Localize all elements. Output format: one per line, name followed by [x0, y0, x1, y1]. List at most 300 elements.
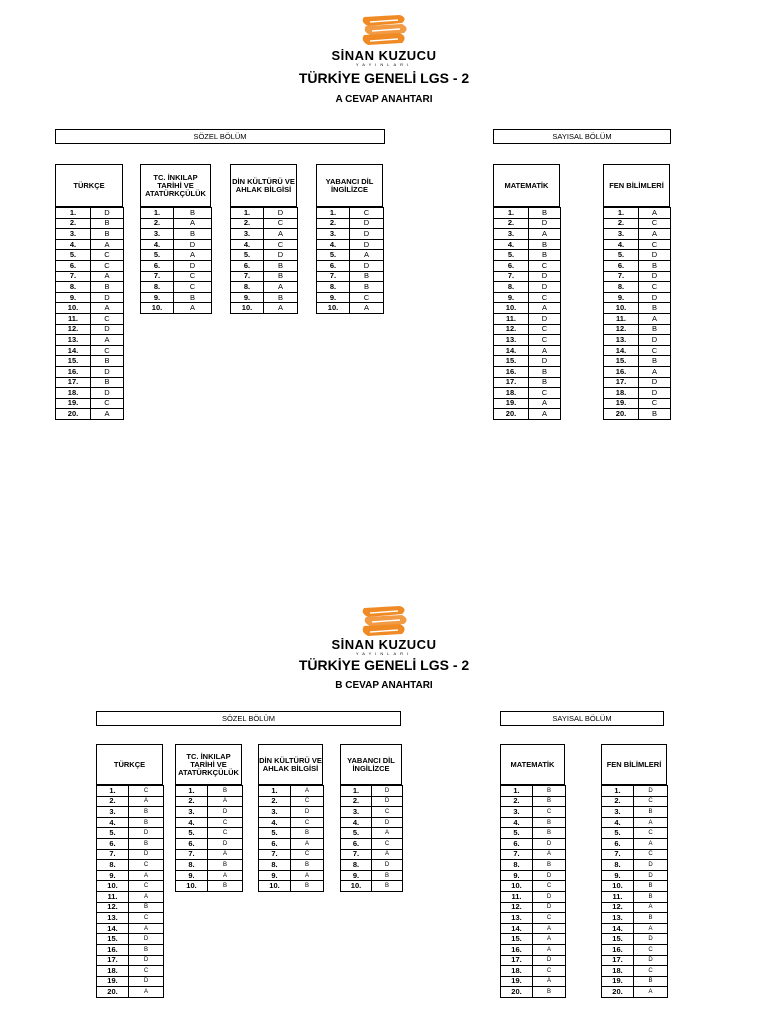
question-number: 5. [56, 250, 91, 261]
answer-value: B [350, 271, 384, 282]
question-number: 9. [97, 870, 129, 881]
answer-row [231, 260, 298, 271]
question-number: 16. [97, 944, 129, 955]
answer-value: B [208, 881, 243, 892]
question-number: 8. [141, 282, 174, 293]
question-number: 9. [602, 870, 634, 881]
answer-value: C [372, 838, 403, 849]
question-number: 8. [97, 860, 129, 871]
question-number: 4. [501, 817, 533, 828]
question-number: 1. [97, 786, 129, 797]
question-number: 6. [176, 838, 208, 849]
question-number: 16. [501, 944, 533, 955]
answer-value: B [91, 229, 124, 240]
answer-row [56, 409, 124, 420]
answer-row [259, 796, 324, 807]
question-number: 1. [56, 208, 91, 219]
question-number: 3. [602, 807, 634, 818]
answer-value: A [174, 218, 212, 229]
question-number: 4. [604, 239, 639, 250]
answer-table [55, 207, 124, 420]
answer-row [501, 849, 566, 860]
answer-row [602, 786, 668, 797]
subject-name: FEN BİLİMLERİ [606, 759, 662, 769]
answer-row [494, 409, 561, 420]
answer-value: B [174, 292, 212, 303]
answer-value: B [350, 282, 384, 293]
question-number: 9. [176, 870, 208, 881]
answer-row [341, 860, 403, 871]
publisher-logo [0, 14, 768, 46]
answer-row [604, 292, 671, 303]
answer-value: D [634, 860, 668, 871]
answer-value: A [264, 229, 298, 240]
answer-value: B [208, 786, 243, 797]
answer-value: C [533, 913, 566, 924]
answer-row [97, 870, 164, 881]
question-number: 15. [604, 356, 639, 367]
answer-row [604, 239, 671, 250]
answer-row [604, 356, 671, 367]
answer-row [176, 796, 243, 807]
answer-value: C [529, 335, 561, 346]
answer-value: D [350, 218, 384, 229]
answer-value: B [529, 239, 561, 250]
exam-title: TÜRKİYE GENELİ LGS - 2 [298, 657, 470, 673]
answer-row [97, 923, 164, 934]
question-number: 5. [602, 828, 634, 839]
answer-row [97, 838, 164, 849]
question-number: 19. [604, 398, 639, 409]
answer-table [258, 785, 324, 892]
answer-row [317, 239, 384, 250]
answer-row [56, 388, 124, 399]
question-number: 4. [56, 239, 91, 250]
answer-value: A [634, 923, 668, 934]
answer-value: C [129, 786, 164, 797]
answer-row [602, 796, 668, 807]
answer-row [141, 208, 212, 219]
answer-value: D [639, 377, 671, 388]
question-number: 2. [56, 218, 91, 229]
answer-row [501, 838, 566, 849]
answer-row [501, 796, 566, 807]
answer-row [604, 366, 671, 377]
question-number: 5. [604, 250, 639, 261]
question-number: 6. [494, 260, 529, 271]
answer-value: B [372, 881, 403, 892]
question-number: 9. [259, 870, 291, 881]
question-number: 13. [97, 913, 129, 924]
question-number: 14. [97, 923, 129, 934]
answer-value: D [533, 838, 566, 849]
answer-value: A [129, 796, 164, 807]
question-number: 5. [97, 828, 129, 839]
answer-value: B [529, 250, 561, 261]
answer-value: D [634, 786, 668, 797]
question-number: 2. [259, 796, 291, 807]
question-number: 20. [604, 409, 639, 420]
answer-row [317, 282, 384, 293]
answer-value: C [529, 292, 561, 303]
subject-header [230, 164, 297, 207]
answer-row [494, 229, 561, 240]
subject-name: MATEMATİK [510, 759, 555, 769]
question-number: 5. [494, 250, 529, 261]
question-number: 10. [56, 303, 91, 314]
answer-value: A [264, 303, 298, 314]
question-number: 4. [341, 817, 372, 828]
question-number: 10. [494, 303, 529, 314]
question-number: 20. [56, 409, 91, 420]
answer-key-sheet-b [0, 585, 768, 1024]
answer-row [97, 881, 164, 892]
answer-row [231, 271, 298, 282]
answer-value: A [634, 902, 668, 913]
answer-row [604, 324, 671, 335]
question-number: 4. [141, 239, 174, 250]
answer-value: C [634, 828, 668, 839]
answer-row [494, 366, 561, 377]
answer-value: D [129, 828, 164, 839]
answer-value: A [529, 303, 561, 314]
answer-value: A [529, 229, 561, 240]
question-number: 7. [141, 271, 174, 282]
answer-row [494, 271, 561, 282]
answer-row [56, 335, 124, 346]
question-number: 5. [141, 250, 174, 261]
answer-value: B [91, 377, 124, 388]
answer-row [56, 208, 124, 219]
answer-value: D [533, 955, 566, 966]
answer-row [317, 292, 384, 303]
question-number: 10. [604, 303, 639, 314]
subject-name: MATEMATİK [504, 180, 549, 190]
answer-key-subtitle: B CEVAP ANAHTARI [335, 680, 433, 691]
answer-value: B [291, 828, 324, 839]
answer-value: B [634, 881, 668, 892]
question-number: 6. [97, 838, 129, 849]
answer-value: A [634, 838, 668, 849]
answer-value: D [372, 796, 403, 807]
question-number: 19. [602, 976, 634, 987]
question-number: 17. [501, 955, 533, 966]
answer-row [602, 944, 668, 955]
answer-value: A [208, 849, 243, 860]
answer-value: B [639, 260, 671, 271]
answer-row [56, 377, 124, 388]
subject-name: FEN BİLİMLERİ [609, 180, 664, 190]
question-number: 15. [494, 356, 529, 367]
answer-row [602, 934, 668, 945]
answer-value: A [533, 923, 566, 934]
question-number: 20. [97, 987, 129, 998]
answer-row [494, 218, 561, 229]
answer-row [341, 817, 403, 828]
answer-value: B [129, 807, 164, 818]
answer-value: C [639, 345, 671, 356]
answer-value: C [639, 218, 671, 229]
question-number: 8. [494, 282, 529, 293]
answer-row [141, 303, 212, 314]
answer-value: A [91, 303, 124, 314]
question-number: 8. [176, 860, 208, 871]
answer-row [602, 976, 668, 987]
answer-value: A [529, 345, 561, 356]
publisher-name: SİNAN KUZUCU [331, 48, 437, 63]
question-number: 3. [176, 807, 208, 818]
answer-value: B [129, 902, 164, 913]
answer-value: B [291, 881, 324, 892]
answer-row [602, 987, 668, 998]
answer-row [341, 870, 403, 881]
question-number: 15. [602, 934, 634, 945]
question-number: 4. [602, 817, 634, 828]
question-number: 5. [231, 250, 264, 261]
question-number: 19. [501, 976, 533, 987]
answer-value: C [291, 796, 324, 807]
answer-row [604, 271, 671, 282]
answer-row [494, 303, 561, 314]
subject-name: TÜRKÇE [113, 759, 146, 769]
answer-value: A [529, 409, 561, 420]
question-number: 7. [97, 849, 129, 860]
answer-row [56, 218, 124, 229]
answer-value: B [529, 377, 561, 388]
answer-row [56, 313, 124, 324]
book-stack-logo-icon [352, 605, 416, 637]
answer-table [230, 207, 298, 314]
question-number: 8. [317, 282, 350, 293]
answer-row [259, 786, 324, 797]
answer-value: C [91, 260, 124, 271]
answer-value: D [208, 807, 243, 818]
answer-row [501, 891, 566, 902]
answer-row [231, 282, 298, 293]
question-number: 17. [494, 377, 529, 388]
question-number: 1. [259, 786, 291, 797]
answer-value: A [291, 870, 324, 881]
answer-row [494, 282, 561, 293]
answer-value: B [291, 860, 324, 871]
answer-value: B [174, 229, 212, 240]
answer-value: B [639, 409, 671, 420]
answer-value: A [291, 786, 324, 797]
answer-value: A [129, 870, 164, 881]
answer-row [97, 976, 164, 987]
question-number: 7. [317, 271, 350, 282]
answer-row [259, 881, 324, 892]
answer-row [501, 976, 566, 987]
answer-row [494, 208, 561, 219]
answer-row [604, 282, 671, 293]
answer-value: B [634, 976, 668, 987]
answer-table [96, 785, 164, 998]
answer-row [97, 966, 164, 977]
answer-value: C [264, 218, 298, 229]
question-number: 3. [341, 807, 372, 818]
subject-name: TC. İNKILAP TARİHİ VE ATATÜRKÇÜLÜK [178, 751, 239, 777]
answer-value: C [533, 966, 566, 977]
question-number: 3. [494, 229, 529, 240]
answer-row [231, 303, 298, 314]
question-number: 3. [317, 229, 350, 240]
answer-value: D [174, 239, 212, 250]
question-number: 9. [231, 292, 264, 303]
question-number: 18. [604, 388, 639, 399]
answer-row [97, 934, 164, 945]
question-number: 5. [341, 828, 372, 839]
answer-value: A [264, 282, 298, 293]
answer-row [602, 902, 668, 913]
question-number: 1. [602, 786, 634, 797]
answer-row [317, 303, 384, 314]
subject-header [601, 744, 667, 785]
answer-value: A [174, 250, 212, 261]
question-number: 1. [141, 208, 174, 219]
question-number: 10. [501, 881, 533, 892]
answer-row [56, 282, 124, 293]
answer-value: B [634, 807, 668, 818]
question-number: 19. [97, 976, 129, 987]
subject-header [316, 164, 383, 207]
answer-value: D [174, 260, 212, 271]
question-number: 4. [317, 239, 350, 250]
question-number: 1. [341, 786, 372, 797]
question-number: 7. [501, 849, 533, 860]
subject-name: TÜRKÇE [73, 180, 105, 190]
publisher-logo [0, 605, 768, 637]
subject-name: DİN KÜLTÜRÜ VE AHLAK BİLGİSİ [232, 176, 295, 194]
question-number: 9. [56, 292, 91, 303]
answer-row [341, 807, 403, 818]
answer-row [494, 377, 561, 388]
question-number: 12. [97, 902, 129, 913]
answer-value: A [129, 923, 164, 934]
answer-value: B [533, 796, 566, 807]
publisher-name: SİNAN KUZUCU [331, 637, 437, 652]
answer-value: C [372, 807, 403, 818]
answer-row [259, 817, 324, 828]
answer-row [501, 860, 566, 871]
answer-row [176, 838, 243, 849]
answer-row [56, 366, 124, 377]
answer-row [56, 398, 124, 409]
question-number: 12. [494, 324, 529, 335]
question-number: 4. [97, 817, 129, 828]
question-number: 9. [317, 292, 350, 303]
question-number: 1. [176, 786, 208, 797]
question-number: 18. [602, 966, 634, 977]
question-number: 9. [141, 292, 174, 303]
question-number: 3. [231, 229, 264, 240]
answer-row [97, 891, 164, 902]
question-number: 8. [501, 860, 533, 871]
answer-row [97, 796, 164, 807]
subject-header [258, 744, 323, 785]
answer-row [259, 870, 324, 881]
question-number: 6. [259, 838, 291, 849]
answer-row [604, 218, 671, 229]
answer-row [501, 870, 566, 881]
answer-value: B [129, 817, 164, 828]
question-number: 1. [604, 208, 639, 219]
answer-row [56, 260, 124, 271]
answer-row [604, 229, 671, 240]
question-number: 9. [604, 292, 639, 303]
question-number: 7. [231, 271, 264, 282]
question-number: 3. [259, 807, 291, 818]
answer-value: D [372, 786, 403, 797]
sayisal-section-label: SAYISAL BÖLÜM [500, 711, 664, 726]
answer-value: D [529, 271, 561, 282]
answer-value: D [91, 292, 124, 303]
answer-value: A [129, 891, 164, 902]
sozel-section-label: SÖZEL BÖLÜM [55, 129, 385, 144]
answer-row [602, 913, 668, 924]
answer-value: C [350, 208, 384, 219]
question-number: 13. [602, 913, 634, 924]
answer-row [56, 292, 124, 303]
answer-row [602, 807, 668, 818]
answer-row [97, 955, 164, 966]
question-number: 20. [602, 987, 634, 998]
answer-row [602, 891, 668, 902]
question-number: 20. [494, 409, 529, 420]
question-number: 10. [176, 881, 208, 892]
answer-value: D [634, 870, 668, 881]
question-number: 2. [176, 796, 208, 807]
answer-row [602, 966, 668, 977]
answer-value: A [129, 987, 164, 998]
subject-name: TC. İNKILAP TARİHİ VE ATATÜRKÇÜLÜK [145, 172, 206, 198]
exam-title: TÜRKİYE GENELİ LGS - 2 [298, 70, 470, 86]
sayisal-section-label: SAYISAL BÖLÜM [493, 129, 671, 144]
question-number: 2. [604, 218, 639, 229]
question-number: 2. [231, 218, 264, 229]
question-number: 11. [501, 891, 533, 902]
answer-value: A [372, 849, 403, 860]
answer-row [231, 250, 298, 261]
answer-value: B [174, 208, 212, 219]
sozel-section-label: SÖZEL BÖLÜM [96, 711, 401, 726]
question-number: 18. [494, 388, 529, 399]
question-number: 17. [602, 955, 634, 966]
question-number: 10. [141, 303, 174, 314]
answer-value: B [264, 260, 298, 271]
answer-value: A [91, 239, 124, 250]
answer-value: C [174, 282, 212, 293]
question-number: 13. [604, 335, 639, 346]
answer-table [340, 785, 403, 892]
answer-row [501, 786, 566, 797]
answer-value: B [129, 944, 164, 955]
question-number: 4. [231, 239, 264, 250]
question-number: 4. [259, 817, 291, 828]
answer-value: D [91, 208, 124, 219]
answer-value: C [129, 860, 164, 871]
answer-value: B [129, 838, 164, 849]
answer-table [316, 207, 384, 314]
answer-row [176, 849, 243, 860]
question-number: 3. [501, 807, 533, 818]
answer-row [176, 817, 243, 828]
answer-value: B [91, 282, 124, 293]
answer-value: A [639, 229, 671, 240]
answer-row [341, 796, 403, 807]
answer-row [494, 260, 561, 271]
publisher-subtitle: YAYINLARI [355, 651, 413, 656]
